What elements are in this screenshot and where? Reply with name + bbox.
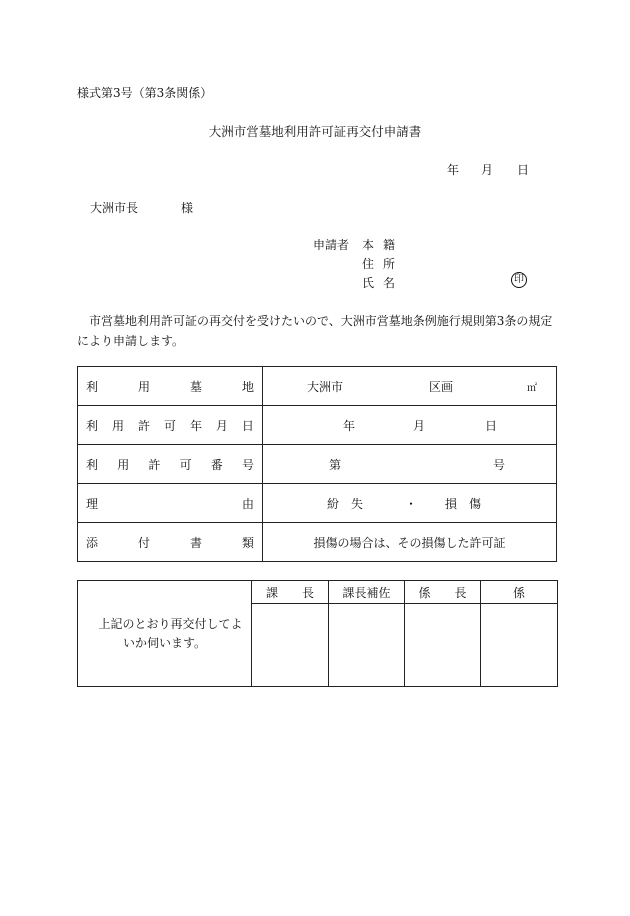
label-char: 理	[86, 496, 99, 511]
cemetery-section: 区画	[429, 379, 454, 394]
stamp-box-subsection-chief[interactable]	[405, 604, 481, 687]
table-row	[78, 445, 557, 484]
application-statement: 市営墓地利用許可証の再交付を受けたいので、大洲市営墓地条例施行規則第3条の規定により申請します。	[77, 314, 553, 348]
label-char: 添	[86, 535, 99, 550]
reason-value-cell[interactable]	[263, 484, 557, 523]
label-char: 月	[215, 418, 228, 433]
label-char: 地	[241, 379, 254, 394]
cemetery-area-unit: ㎡	[527, 382, 538, 394]
label-char: 利	[86, 418, 99, 433]
reason-separator: ・	[405, 496, 418, 511]
date-year-label: 年	[447, 163, 460, 177]
approval-header-section-chief: 課 長	[252, 581, 329, 604]
permit-year: 年	[343, 418, 356, 433]
stamp-box-deputy-chief[interactable]	[329, 604, 405, 687]
document-title: 大洲市営墓地利用許可証再交付申請書	[208, 124, 422, 139]
row-label-permit-date	[78, 406, 263, 445]
permit-day: 日	[485, 418, 498, 433]
label-char: 許	[148, 457, 161, 472]
permit-month: 月	[413, 418, 426, 433]
seal-mark: 印	[511, 272, 527, 288]
label-char: 可	[179, 457, 192, 472]
table-row	[78, 523, 557, 562]
label-char: 許	[137, 418, 150, 433]
approval-header-deputy-chief: 課長補佐	[329, 581, 405, 604]
applicant-address-char-1: 住	[362, 257, 375, 271]
applicant-domicile-char-2: 籍	[383, 238, 396, 252]
row-label-cemetery	[78, 367, 263, 406]
table-row	[78, 484, 557, 523]
label-char: 墓	[189, 379, 202, 394]
label-char: 用	[137, 379, 150, 394]
label-char: 由	[241, 496, 254, 511]
label-char: 用	[117, 457, 130, 472]
reason-option-lost[interactable]: 紛 失	[327, 496, 364, 511]
approval-header-row	[78, 581, 558, 604]
label-char: 類	[241, 535, 254, 550]
label-char: 利	[86, 457, 99, 472]
applicant-domicile-char-1: 本	[362, 238, 375, 252]
applicant-label: 申請者	[313, 238, 350, 252]
label-char: 書	[189, 535, 202, 550]
date-month-label: 月	[481, 163, 494, 177]
label-char: 日	[241, 418, 254, 433]
applicant-name-char-2: 名	[383, 276, 396, 290]
row-label-permit-number	[78, 445, 263, 484]
label-char: 利	[86, 379, 99, 394]
label-char: 付	[137, 535, 150, 550]
table-row	[78, 406, 557, 445]
approval-header-subsection-chief: 係 長	[405, 581, 481, 604]
label-char: 号	[241, 457, 254, 472]
attachments-text: 損傷の場合は、その損傷した許可証	[313, 535, 506, 550]
reason-option-damaged[interactable]: 損 傷	[445, 496, 482, 511]
date-day-label: 日	[517, 163, 530, 177]
cemetery-value-cell[interactable]	[263, 367, 557, 406]
permit-date-value-cell[interactable]	[263, 406, 557, 445]
row-label-attachments	[78, 523, 263, 562]
approval-header-staff: 係	[481, 581, 558, 604]
row-label-reason	[78, 484, 263, 523]
label-char: 可	[163, 418, 176, 433]
applicant-name-char-1: 氏	[362, 276, 375, 290]
attachments-value-cell	[263, 523, 557, 562]
permit-number-suffix: 号	[493, 457, 506, 472]
label-char: 用	[111, 418, 124, 433]
approval-table	[77, 580, 558, 687]
form-number: 様式第3号（第3条関係）	[77, 86, 213, 100]
stamp-box-section-chief[interactable]	[252, 604, 329, 687]
label-char: 番	[210, 457, 223, 472]
cemetery-city: 大洲市	[307, 379, 344, 394]
stamp-box-staff[interactable]	[481, 604, 558, 687]
application-details-table	[77, 366, 557, 562]
applicant-address-char-2: 所	[383, 257, 396, 271]
approval-note: 上記のとおり再交付してよいか伺います。	[78, 581, 252, 687]
permit-number-prefix: 第	[329, 457, 342, 472]
table-row	[78, 367, 557, 406]
permit-number-value-cell[interactable]	[263, 445, 557, 484]
addressee-honorific: 様	[181, 201, 194, 215]
addressee-name: 大洲市長	[90, 201, 139, 215]
label-char: 年	[189, 418, 202, 433]
